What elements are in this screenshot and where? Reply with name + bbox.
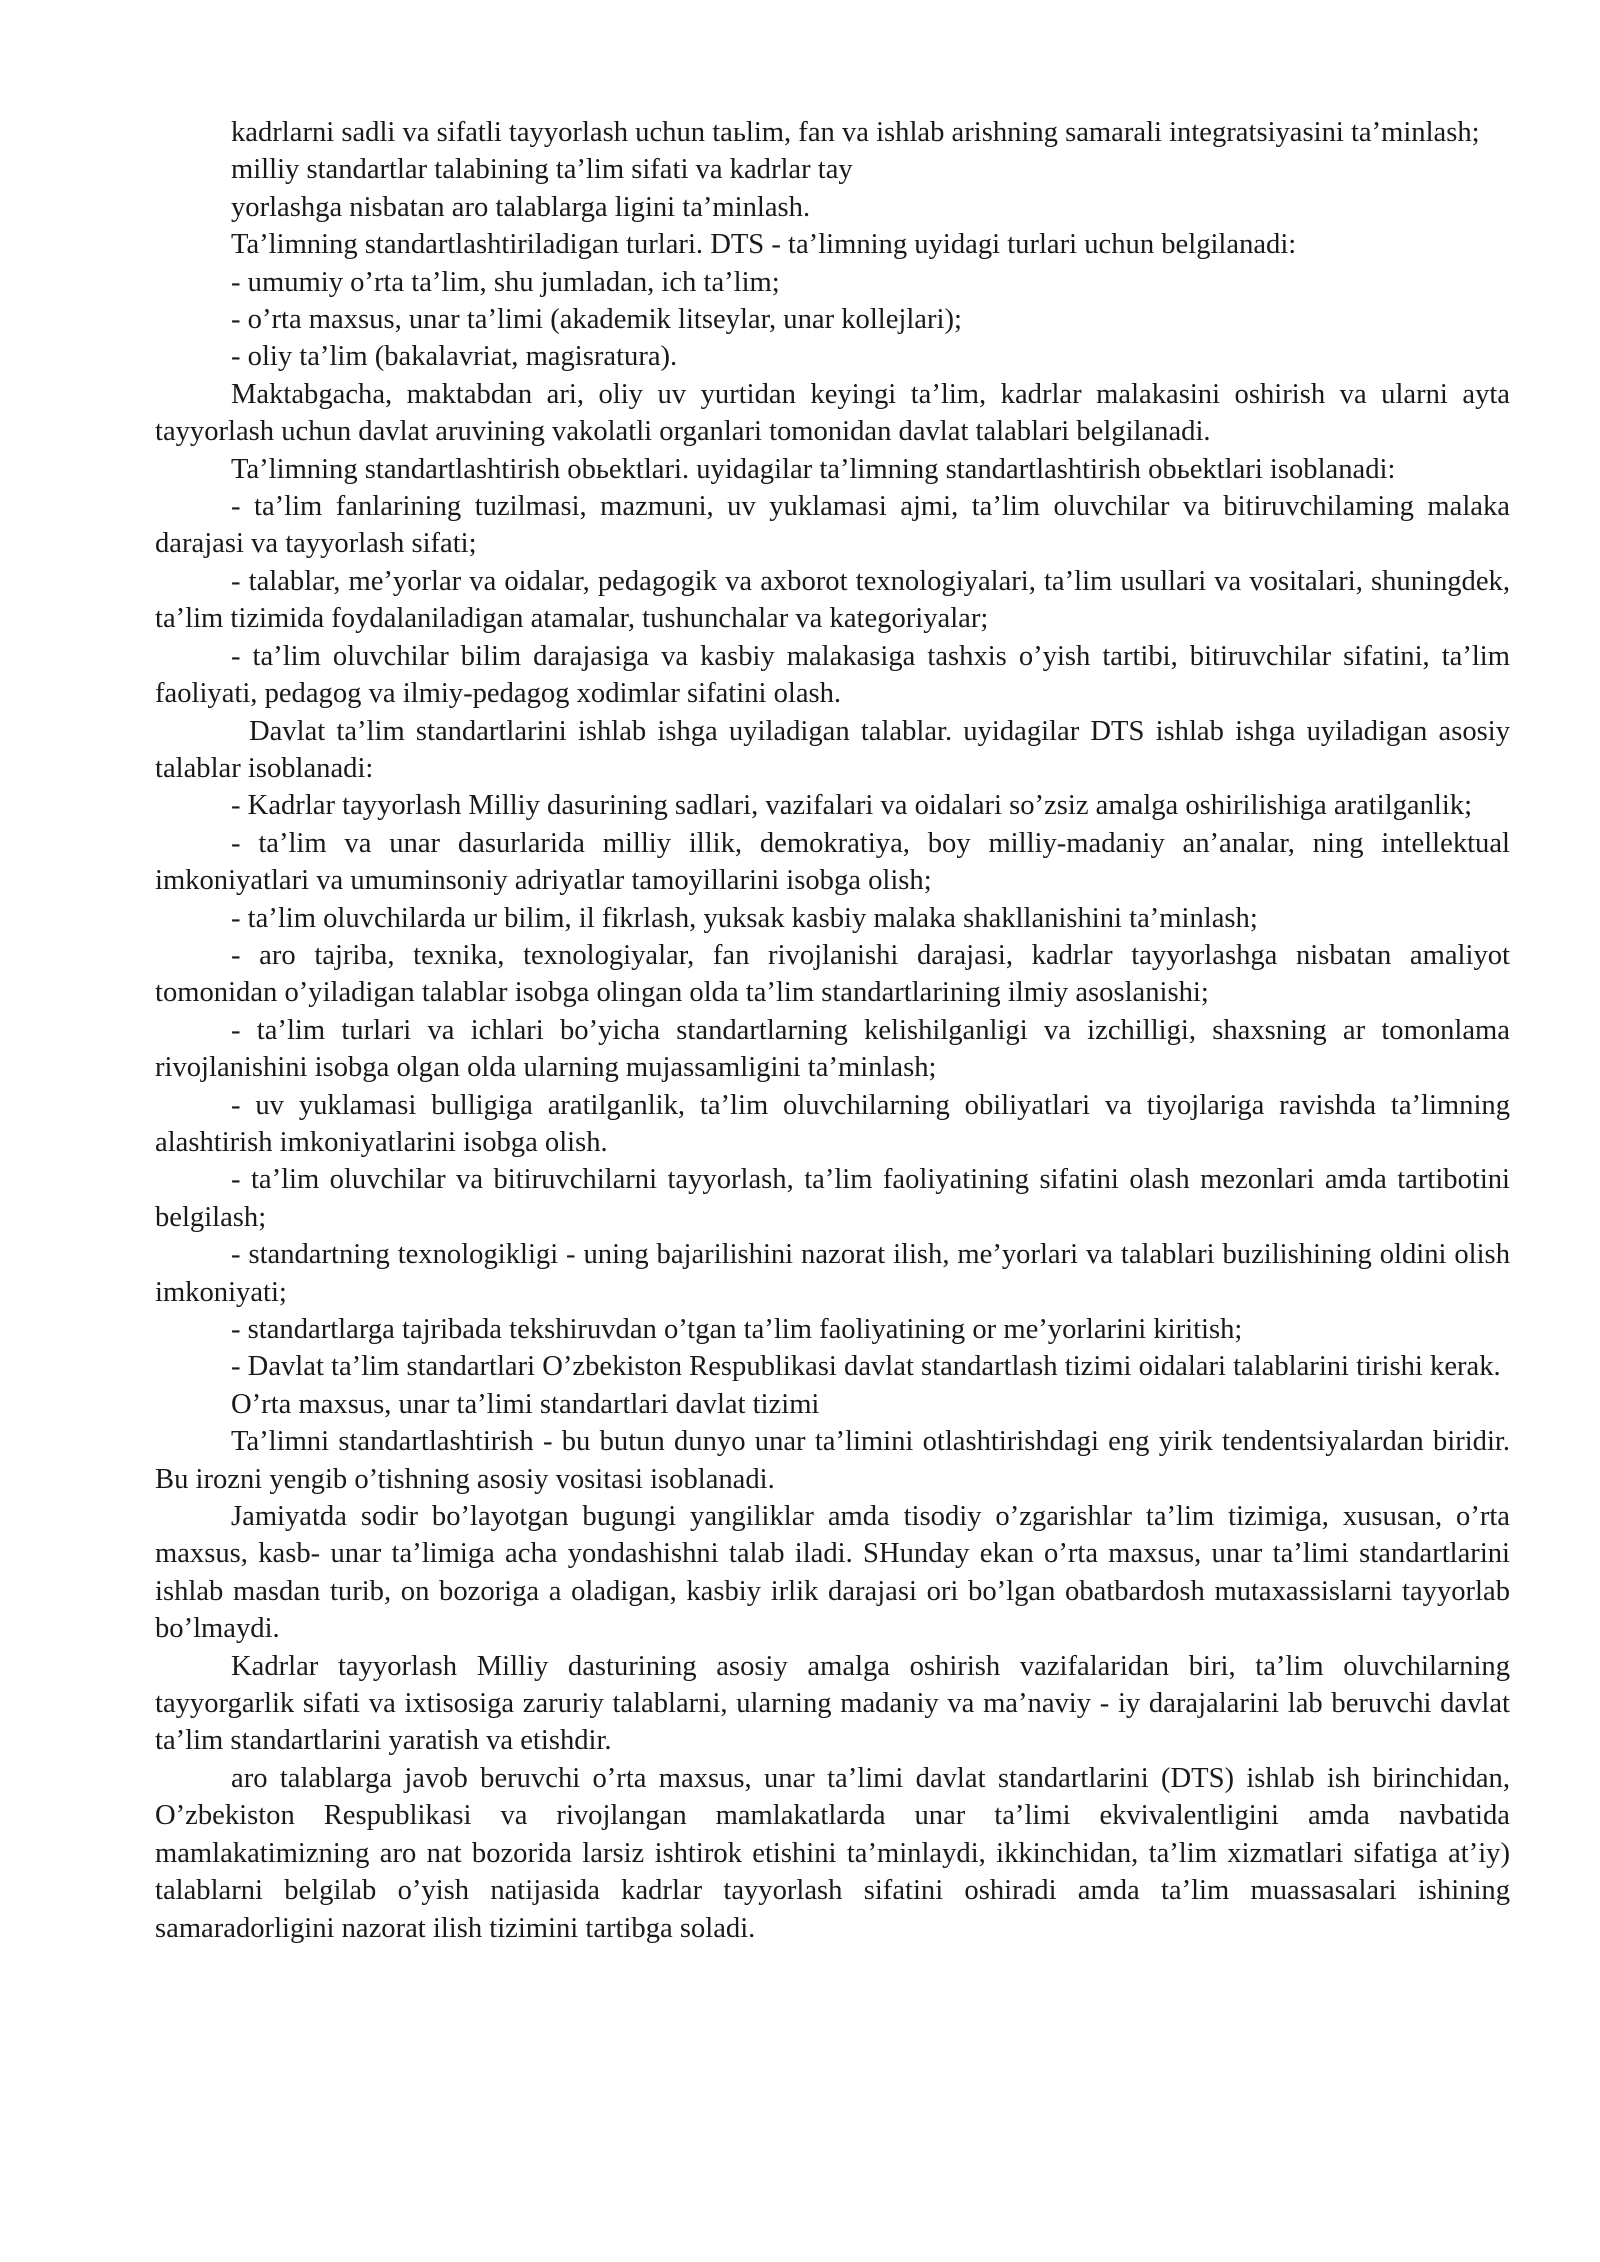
list-item-requirement-10: - Davlat ta’lim standartlari O’zbekiston Respublikasi davlat standartlash tizimi oidalari talablarini tirishi kerak. [231,1351,1501,1383]
list-item-higher-education: - oliy ta’lim (bakalavriat, magisratura). [231,341,678,373]
section-heading-requirements: Davlat ta’lim standartlarini ishlab ishga uyiladigan talablar. uyidagilar DTS ishlab ishga uyiladigan asosiy talablar isoblanadi: [155,715,1510,784]
paragraph-3: yorlashga nisbatan aro talablarga ligini ta’minlash. [231,191,811,223]
list-item-requirement-8: - standartning texnologikligi - uning bajarilishini nazorat ilish, me’yorlari va talablari buzilishining oldini olish imkoniyati; [155,1239,1510,1308]
list-item-secondary-special: - o’rta maxsus, unar ta’limi (akademik litseylar, unar kollejlari); [231,304,962,336]
list-item-requirement-9: - standartlarga tajribada tekshiruvdan o’tgan ta’lim faoliyatining or me’yorlarini kiritish; [231,1314,1243,1345]
list-item-requirement-7: - ta’lim oluvchilar va bitiruvchilarni tayyorlash, ta’lim faoliyatining sifatini olash mezonlari amda tartibotini belgilash; [155,1164,1510,1233]
list-item-requirement-3: - ta’lim oluvchilarda ur bilim, il fikrlash, yuksak kasbiy malaka shakllanishini ta’minlash; [231,902,1258,934]
paragraph-national-program: Kadrlar tayyorlash Milliy dasturining asosiy amalga oshirish vazifalaridan biri, ta’lim oluvchilarning tayyorgarlik sifati va ixtisosiga zaruriy talablarni, ularning madaniy va ma’naviy - iy darajalarini lab beruvchi davlat ta’lim standartlarini yaratish va etishdir. [155,1650,1510,1757]
list-item-object-1: - ta’lim fanlarining tuzilmasi, mazmuni, uv yuklamasi ajmi, ta’lim oluvchilar va bitiruvchilaming malaka darajasi va tayyorlash sifati; [155,491,1510,560]
list-item-requirement-1: - Kadrlar tayyorlash Milliy dasurining sadlari, vazifalari va oidalari so’zsiz amalga oshirilishiga aratilganlik; [231,790,1473,822]
paragraph-2: milliy standartlar talabining ta’lim sifati va kadrlar tay [231,154,853,186]
section-heading-state-system: O’rta maxsus, unar ta’limi standartlari davlat tizimi [231,1388,820,1420]
paragraph-standardization-trend: Ta’limni standartlashtirish - bu butun dunyo unar ta’limini otlashtirishdagi eng yirik tendentsiyalardan biridir. Bu irozni yengib o’tishning asosiy vositasi isoblanadi. [155,1426,1510,1495]
list-item-requirement-2: - ta’lim va unar dasurlarida milliy illik, demokratiya, boy milliy-madaniy an’analar, ning intellektual imkoniyatlari va umuminsoniy adriyatlar tamoyillarini isobga olish; [155,827,1510,897]
list-item-general-education: - umumiy o’rta ta’lim, shu jumladan, ich ta’lim; [231,266,780,298]
paragraph-dts-benefits: aro talablarga javob beruvchi o’rta maxsus, unar ta’limi davlat standartlarini (DTS) ishlab ish birinchidan, O’zbekiston Respublikasi va rivojlangan mamlakatlarda unar ta’limi ekvivalentligini amda navbatida mamlakatimizning aro nat bozorida larsiz ishtirok etishini ta’minlaydi, ikkinchidan, ta’lim xizmatlari sifatiga at’iy) talablarni belgilab o’yish natijasida kadrlar tayyorlash sifatini oshiradi amda ta’lim muassasalari ishining samaradorligini nazorat ilish tizimini tartibga soladi. [155,1762,1510,1944]
list-item-object-3: - ta’lim oluvchilar bilim darajasiga va kasbiy malakasiga tashxis o’yish tartibi, bitiruvchilar sifatini, ta’lim faoliyati, pedagog va ilmiy-pedagog xodimlar sifatini olash. [155,640,1510,710]
paragraph-society-changes: Jamiyatda sodir bo’layotgan bugungi yangiliklar amda tisodiy o’zgarishlar ta’lim tizimiga, xususan, o’rta maxsus, kasb- unar ta’limiga acha yondashishni talab iladi. SHunday ekan o’rta maxsus, unar ta’limi standartlarini ishlab masdan turib, on bozoriga a oladigan, kasbiy irlik darajasi ori bo’lgan obatbardosh mutaxassislarni tayyorlab bo’lmaydi. [155,1501,1510,1645]
list-item-object-2: - talablar, me’yorlar va oidalar, pedagogik va axborot texnologiyalari, ta’lim usullari va vositalari, shuningdek, ta’lim tizimida foydalaniladigan atamalar, tushunchalar va kategoriyalar; [155,565,1510,635]
section-heading-standardization-objects: Ta’limning standartlashtirish obьektlari. uyidagilar ta’limning standartlashtirish obьektlari isoblanadi: [231,453,1396,485]
list-item-requirement-5: - ta’lim turlari va ichlari bo’yicha standartlarning kelishilganligi va izchilligi, shaxsning ar tomonlama rivojlanishini isobga olgan olda ularning mujassamligini ta’minlash; [155,1014,1510,1084]
paragraph-preschool: Maktabgacha, maktabdan ari, oliy uv yurtidan keyingi ta’lim, kadrlar malakasini oshirish va ularni ayta tayyorlash uchun davlat aruvining vakolatli organlari tomonidan davlat talablari belgilanadi. [155,378,1510,448]
section-heading-standardized-types: Ta’limning standartlashtiriladigan turlari. DTS - ta’limning uyidagi turlari uchun belgilanadi: [231,229,1297,261]
document-page [155,114,1510,1947]
paragraph-1: kadrlarni sadli va sifatli tayyorlash uchun taьlim, fan va ishlab arishning samarali integratsiyasini ta’minlash; [231,117,1480,148]
list-item-requirement-4: - aro tajriba, texnika, texnologiyalar, fan rivojlanishi darajasi, kadrlar tayyorlashga nisbatan amaliyot tomonidan o’yiladigan talablar isobga olingan olda ta’lim standartlarining ilmiy asoslanishi; [155,939,1510,1009]
list-item-requirement-6: - uv yuklamasi bulligiga aratilganlik, ta’lim oluvchilarning obiliyatlari va tiyojlariga ravishda ta’limning alashtirish imkoniyatlarini isobga olish. [155,1089,1510,1158]
